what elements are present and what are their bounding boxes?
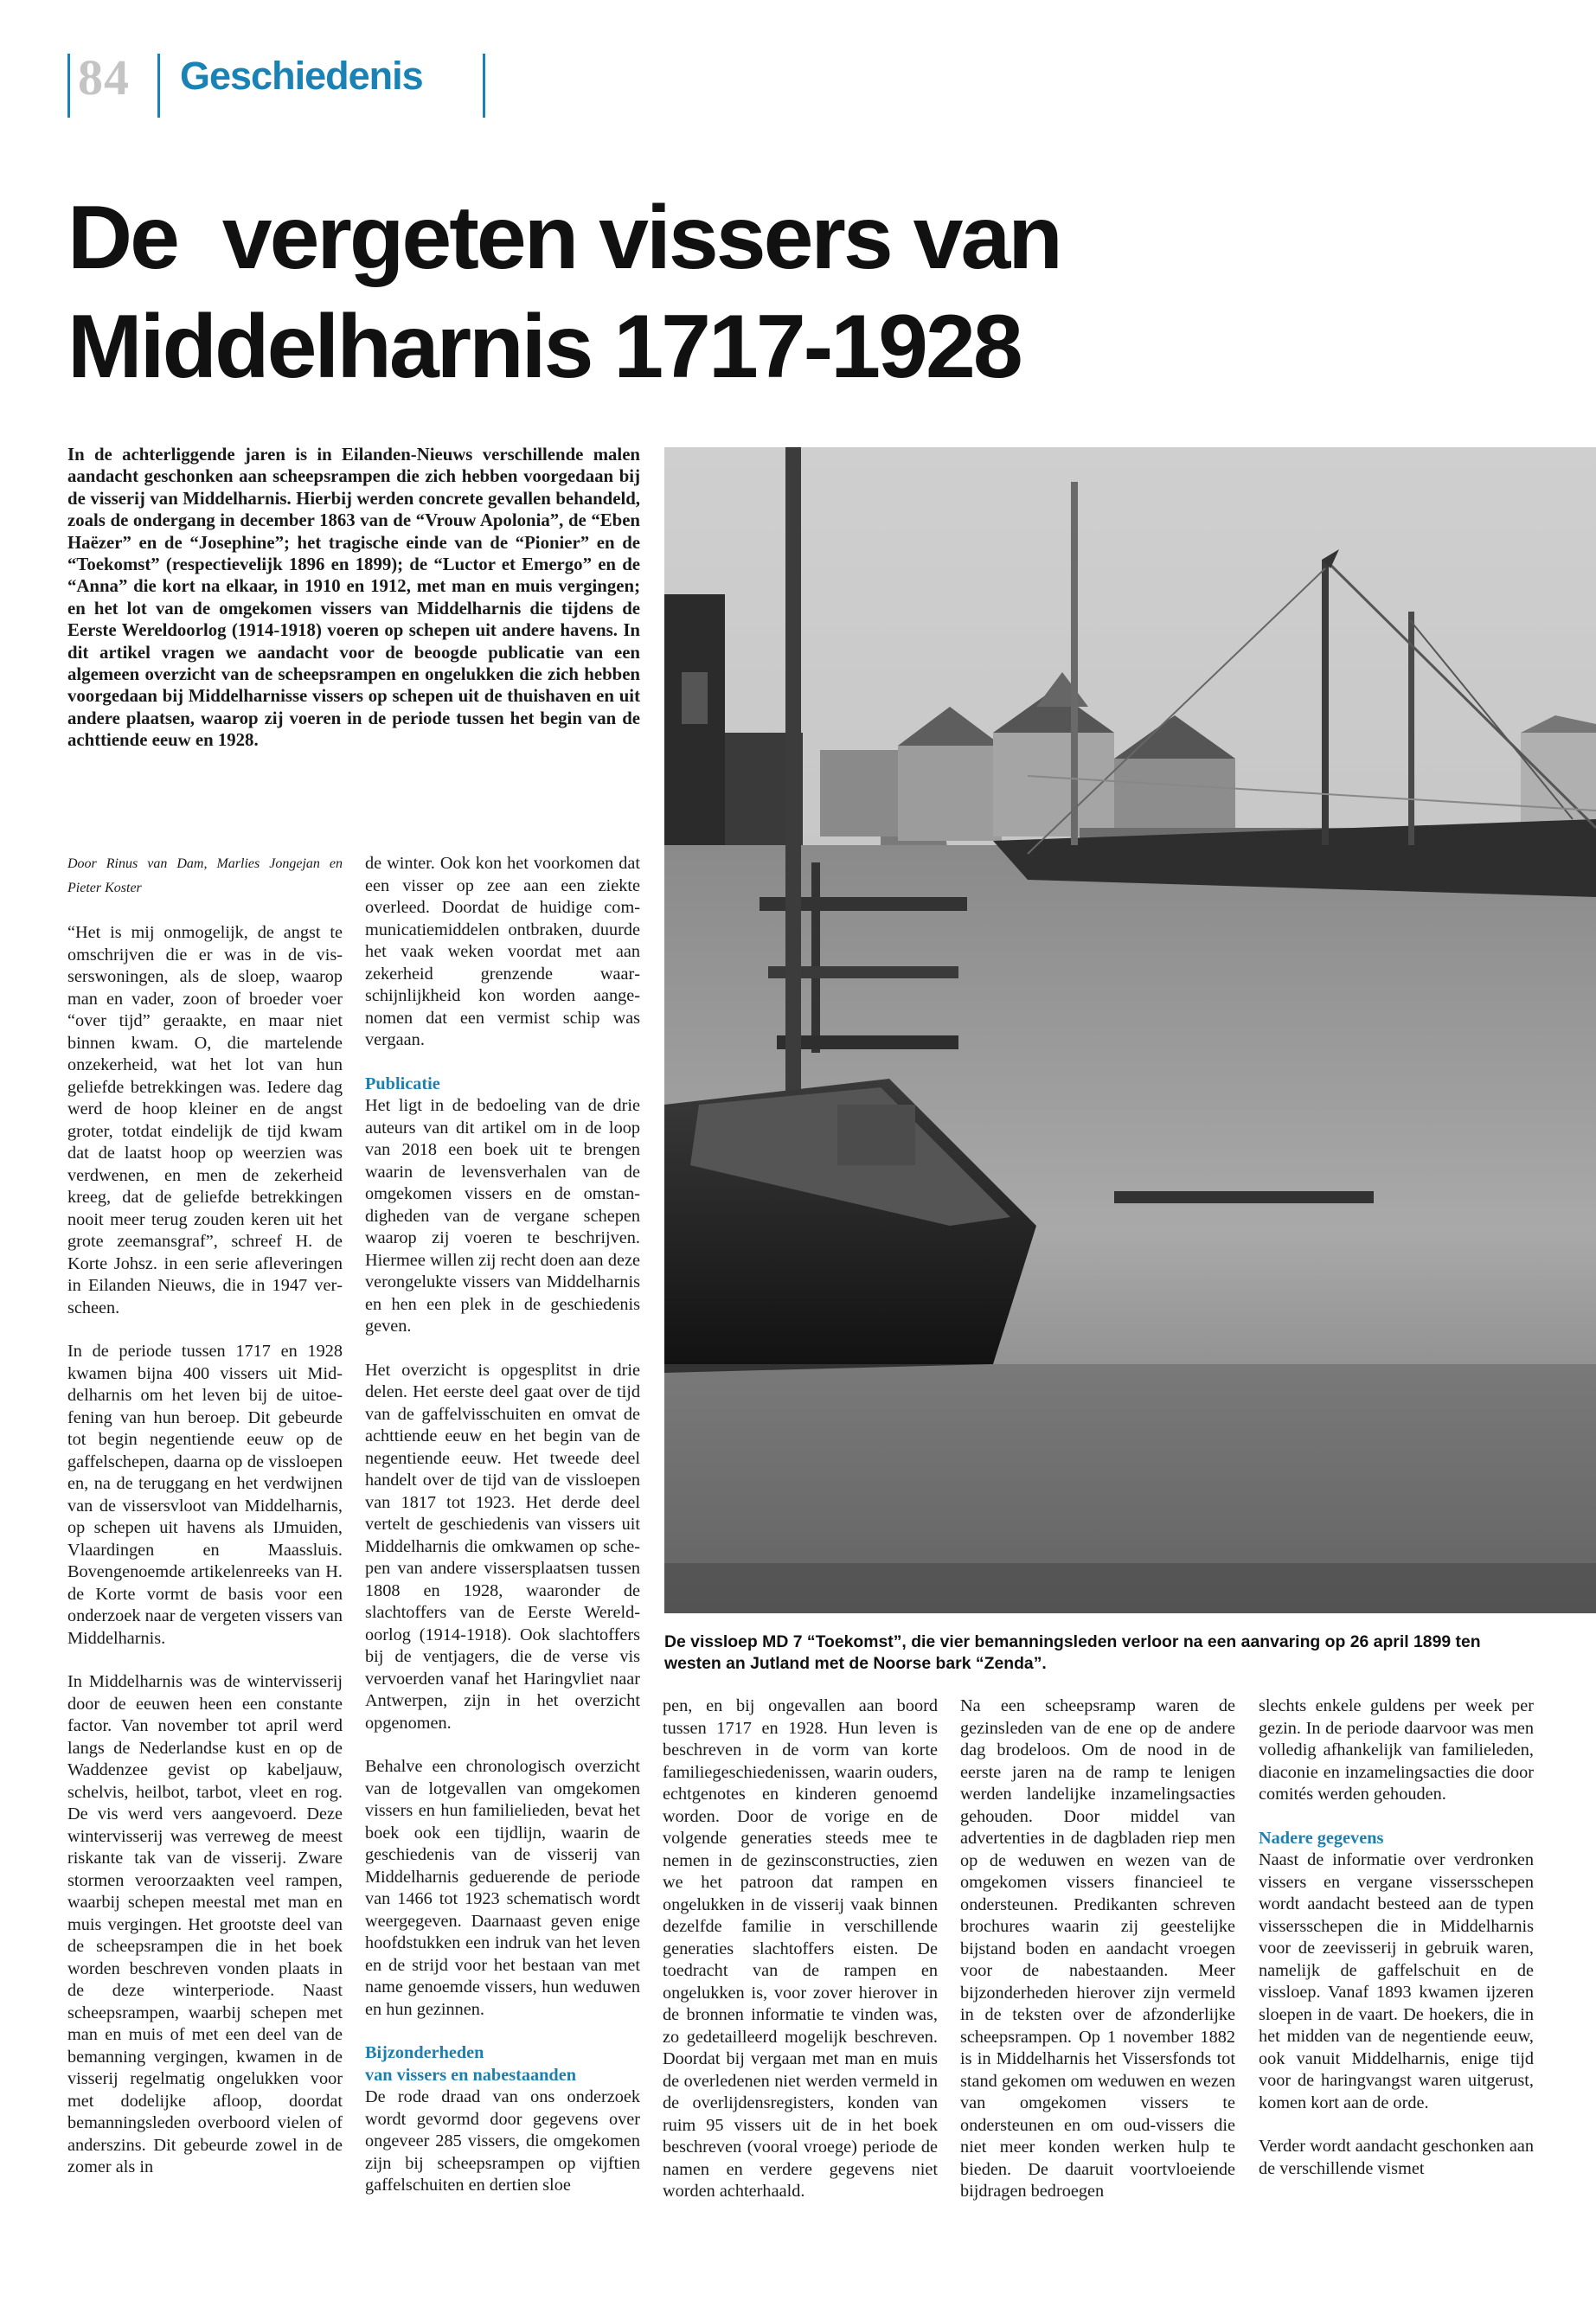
paragraph: slechts enkele guldens per week per gezin. In de periode daarvoor was men volledig afhankelijk van familieleden, diaconie en inzamelingsacties die door comités werden gehouden. xyxy=(1259,1696,1534,1804)
paragraph: Na een scheepsramp waren de gezinsleden van de ene op de andere dag brodeloos. Om de nood in de eerste jaren na de ramp te lenigen werden landelijke inzamelingsacties gehouden. Door middel van advertenties in de dagbladen riep men op de weduwen en wezen van de omgekomen vissers financieel te ondersteunen. Predikanten schreven brochures waarin zij geestelijke bijstand boden en aandacht vroegen voor de nabestaanden. Meer bijzonderheden hierover zijn vermeld in de teksten over de afzonderlijke scheepsrampen. Op 1 november 1882 is in Middelharnis het Vissersfonds tot stand gekomen om weduwen en wezen van omgekomen vissers te ondersteunen en om oud-vissers die niet meer konden werken hulp te bieden. De daaruit voortvloeiende bijdragen bedroegen xyxy=(960,1696,1235,2201)
paragraph: Naast de informatie over verdronken vissers en vergane vissersschepen wordt aandacht besteed aan de typen vissersschepen die in Middelharnis voor de zeevisserij in gebruik waren, namelijk de gaffelschuit en de vissloep. Vanaf 1893 kwamen ijzeren sloepen in de vaart. De hoekers, die in het midden van de negentiende eeuw, ook vanuit Middelharnis, enige tijd voor de haringvangst waren uitgerust, komen kort aan de orde. xyxy=(1259,1850,1534,2112)
subheading-line-1: Bijzonderheden xyxy=(365,2043,484,2062)
text-column-3 xyxy=(663,1695,938,2203)
paragraph: Het overzicht is opgesplitst in drie delen. Het eerste deel gaat over de tijd van de gaffelvisschuiten en omvat de achttiende eeuw en het begin van de negentiende eeuw. Het tweede deel handelt over de tijd van de vissloepen van 1817 tot 1923. Het derde deel vertelt de geschiedenis van vissers uit Middelharnis die omkwamen op schepen van andere vissersplaatsen tussen 1808 en 1928, waaronder de slachtoffers van de Eerste Wereldoorlog (1914-1918). Ook slachtoffers bij de ventjagers, die de verse vis vervoerden vanaf het Haringvliet naar Antwerpen, zijn in het overzicht opgenomen. xyxy=(365,1360,640,1733)
title-line-1: De vergeten vissers van xyxy=(67,188,1061,288)
text-column-5 xyxy=(1259,1695,1534,2180)
harbour-photo xyxy=(664,447,1596,1613)
paragraph: Behalve een chronologisch overzicht van de lotgevallen van omgekomen vissers en hun familielieden, bevat het boek ook een tijdlijn, waarin de geschiedenis van de visserij van Middelharnis geduerende de periode van 1466 tot 1923 schematisch wordt weergegeven. Daarnaast geven enige hoofdstukken een indruk van het leven en de strijd voor het bestaan van met name genoemde vissers, hun weduwen en hun gezinnen. xyxy=(365,1757,640,2019)
text-column-1 xyxy=(67,852,343,2179)
subheading-line-2: van vissers en nabestaanden xyxy=(365,2065,576,2085)
byline: Door Rinus van Dam, Marlies Jongejan en Pieter Koster xyxy=(67,856,343,895)
subheading-publicatie: Publicatie xyxy=(365,1074,440,1093)
paragraph: In Middelharnis was de wintervisserij door de eeuwen heen een constante factor. Van november tot april werd langs de Nederlandse kust en op de Waddenzee gevist op kabeljauw, schelvis, heilbot, tarbot, vleet en rog. De vis werd vers aangevoerd. Deze wintervisserij was verreweg de meest riskante tak van de visserij. Zware stormen veroorzaakten veel rampen, waarbij schepen meestal met man en muis vergingen. Het grootste deel van de scheepsrampen die in het boek worden beschreven vonden plaats in de deze winterperiode. Naast scheepsrampen, waarbij schepen met man en muis of met een deel van de bemanning vergingen, kwamen in de visserij regelmatig ongelukken voor met dodelijke afloop, doordat bemanningsleden overboord vielen of anderszins. Dit gebeurde zowel in de zomer als in xyxy=(67,1672,343,2176)
paragraph: de winter. Ook kon het voorkomen dat een visser op zee aan een ziekte overleed. Doordat de huidige communicatiemiddelen ontbraken, duurde het vaak weken voordat met aan zekerheid grenzende waarschijnlijkheid kon worden aangenomen dat een vermist schip was vergaan. xyxy=(365,854,640,1049)
section-title: Geschiedenis xyxy=(180,54,423,98)
text-column-2 xyxy=(365,853,640,2197)
header-rule-right xyxy=(483,54,485,118)
page-number: 84 xyxy=(78,49,130,106)
subheading-bijzonderheden xyxy=(365,2042,640,2086)
paragraph: De rode draad van ons onderzoek wordt gevormd door gegevens over ongeveer 285 vissers, die omgekomen zijn bij scheepsrampen op vijftien gaffelschuiten en dertien sloe xyxy=(365,2087,640,2195)
paragraph: “Het is mij onmogelijk, de angst te omschrijven die er was in de visserswoningen, als de sloep, waarop man en vader, zoon of broeder voer “over tijd” geraakte, en maar niet binnen kwam. O, die martelende onzekerheid, wat het lot van hun geliefde betrekkingen was. Iedere dag werd de hoop kleiner en de angst groter, totdat eindelijk de tijd kwam dat de laatst hoop op weerzien was verdwenen, en men de zekerheid kreeg, dat de geliefde betrekkingen nooit meer terug zouden keren uit het grote zeemansgraf”, schreef H. de Korte Johsz. in een serie afleveringen in Eilanden Nieuws, die in 1947 verscheen. xyxy=(67,923,343,1317)
article-lead: In de achterliggende jaren is in Eilanden-Nieuws verschillende malen aandacht geschonken aan scheepsrampen die zich hebben voorgedaan bij de visserij van Middelharnis. Hierbij werden concrete gevallen behandeld, zoals de ondergang in december 1863 van de “Vrouw Apolonia”, de “Eben Haëzer” en de “Josephine”; het tragische einde van de “Pionier” en de “Toekomst” (respectievelijk 1896 en 1899); de “Luctor et Emergo” en de “Anna” die kort na elkaar, in 1910 en 1912, met man en muis vergingen; en het lot van de omgekomen vissers van Middelharnis die tijdens de Eerste Wereldoorlog (1914-1918) voeren op schepen uit andere havens. In dit artikel vragen we aandacht voor de beoogde publicatie van een algemeen overzicht van de scheepsrampen en ongelukken die zich hebben voorgedaan bij Middelharnisse vissers op schepen uit de thuishaven en uit andere plaatsen, waarop zij voeren in de periode tussen het begin van de achttiende eeuw en 1928. xyxy=(67,445,640,751)
paragraph: Het ligt in de bedoeling van de drie auteurs van dit artikel om in de loop van 2018 een boek uit te brengen waarin de levensverhalen van de omgekomen vissers en de omstandigheden van de vergane schepen waarop zij voeren te beschrijven. Hiermee willen zij recht doen aan deze verongelukte vissers van Middelharnis en hen een plek in de geschiedenis geven. xyxy=(365,1096,640,1336)
paragraph: In de periode tussen 1717 en 1928 kwamen bijna 400 vissers uit Middelharnis om het leven bij de uitoefening van hun beroep. Dit gebeurde tot begin negentiende eeuw op de gaffelschepen, daarna op de vissloepen en, na de teruggang en het verdwijnen van de vissersvloot van Middelharnis, op schepen uit havens als IJmuiden, Vlaardingen en Maassluis. Bovengenoemde artikelenreeks van H. de Korte vormt de basis voor een onderzoek naar de vergeten vissers van Middelharnis. xyxy=(67,1342,343,1648)
header-rule-mid xyxy=(157,54,160,118)
header-rule-left xyxy=(67,54,70,118)
subheading-nadere-gegevens: Nadere gegevens xyxy=(1259,1828,1384,1848)
photo-caption: De vissloep MD 7 “Toekomst”, die vier bemanningsleden verloor na een aanvaring op 26 april 1899 ten westen an Jutland met de Noorse bark “Zenda”. xyxy=(664,1632,1481,1673)
title-line-2: Middelharnis 1717-1928 xyxy=(67,297,1021,397)
paragraph: Verder wordt aandacht geschonken aan de verschillende vismet xyxy=(1259,2137,1534,2178)
text-column-4 xyxy=(960,1695,1235,2203)
article-title xyxy=(67,183,1296,401)
paragraph: pen, en bij ongevallen aan boord tussen 1717 en 1928. Hun leven is beschreven in de vorm van korte familiegeschiedenissen, waarin ouders, echtgenotes en kinderen genoemd worden. Door de vorige en de volgende generaties steeds mee te nemen in de gezinsconstructies, zien we het patroon dat rampen en ongelukken in de visserij vaak binnen dezelfde familie in verschillende generaties slachtoffers eisten. De toedracht van de rampen en ongelukken is, voor zover hierover in de bronnen informatie te vinden was, zo gedetailleerd mogelijk beschreven. Doordat bij vergaan met man en muis de overledenen niet werden vermeld in de overlijdensregisters, konden van ruim 95 vissers uit de in het boek beschreven (vooral vroege) periode de namen en verdere gegevens niet worden achterhaald. xyxy=(663,1696,938,2201)
photo-illustration xyxy=(664,447,1596,1613)
